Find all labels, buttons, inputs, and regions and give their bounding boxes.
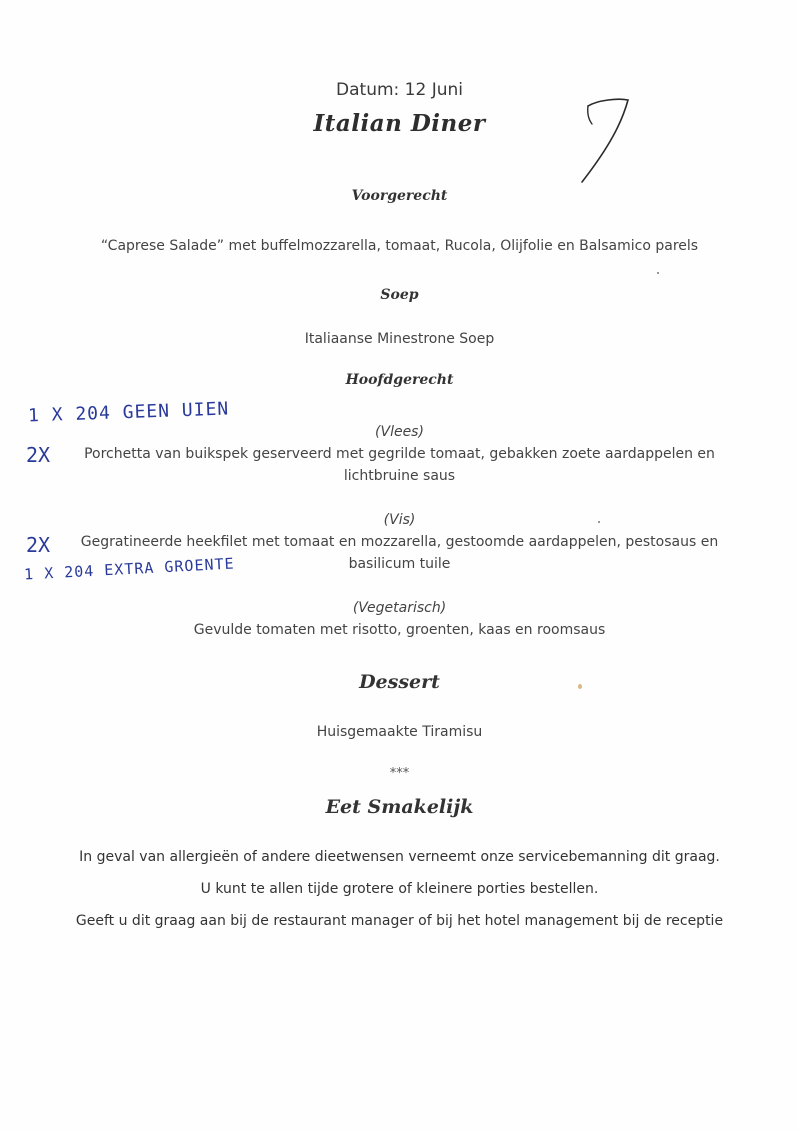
heading-dessert: Dessert <box>359 671 440 693</box>
dish-vlees-line1: Porchetta van buikspek geserveerd met gegrilde tomaat, gebakken zoete aardappelen en <box>84 446 715 462</box>
footer-portions: U kunt te allen tijde grotere of kleinere porties bestellen. <box>200 881 599 897</box>
heading-soep: Soep <box>380 287 419 303</box>
menu-title: Italian Diner <box>313 110 486 137</box>
dish-soep: Italiaanse Minestrone Soep <box>304 331 495 347</box>
dish-vegetarisch: Gevulde tomaten met risotto, groenten, kaas en roomsaus <box>193 622 606 638</box>
footer-allergies: In geval van allergieën of andere dieetwensen verneemt onze servicebemanning dit graag. <box>79 849 720 865</box>
heading-hoofdgerecht: Hoofdgerecht <box>345 372 454 388</box>
handwritten-table-number <box>578 94 634 186</box>
dish-vis-line1: Gegratineerde heekfilet met tomaat en mozzarella, gestoomde aardappelen, pestosaus en <box>80 534 719 550</box>
label-vegetarisch: (Vegetarisch) <box>352 600 447 616</box>
menu-date: Datum: 12 Juni <box>336 80 463 100</box>
label-vis: (Vis) <box>383 512 416 528</box>
dish-voorgerecht: “Caprese Salade” met buffelmozzarella, tomaat, Rucola, Olijfolie en Balsamico parels <box>100 238 699 254</box>
closing-text: Eet Smakelijk <box>325 796 474 818</box>
dish-vis-line2: basilicum tuile <box>348 556 451 572</box>
label-vlees: (Vlees) <box>375 424 424 440</box>
handwritten-note-vlees: 1 X 204 GEEN UIEN <box>27 398 230 427</box>
separator-stars: *** <box>389 766 410 781</box>
scan-speck <box>657 272 659 274</box>
heading-voorgerecht: Voorgerecht <box>351 188 448 204</box>
handwritten-note-vis: 1 X 204 EXTRA GROENTE <box>23 554 235 584</box>
scan-speck <box>598 521 600 523</box>
dish-dessert: Huisgemaakte Tiramisu <box>316 724 483 740</box>
footer-contact: Geeft u dit graag aan bij de restaurant manager of bij het hotel management bij de receptie <box>75 913 724 929</box>
dish-vlees-line2: lichtbruine saus <box>343 468 456 484</box>
handwritten-count-vlees: 2X <box>26 443 51 467</box>
handwritten-count-vis: 2X <box>26 533 51 557</box>
scan-speck <box>578 684 582 689</box>
